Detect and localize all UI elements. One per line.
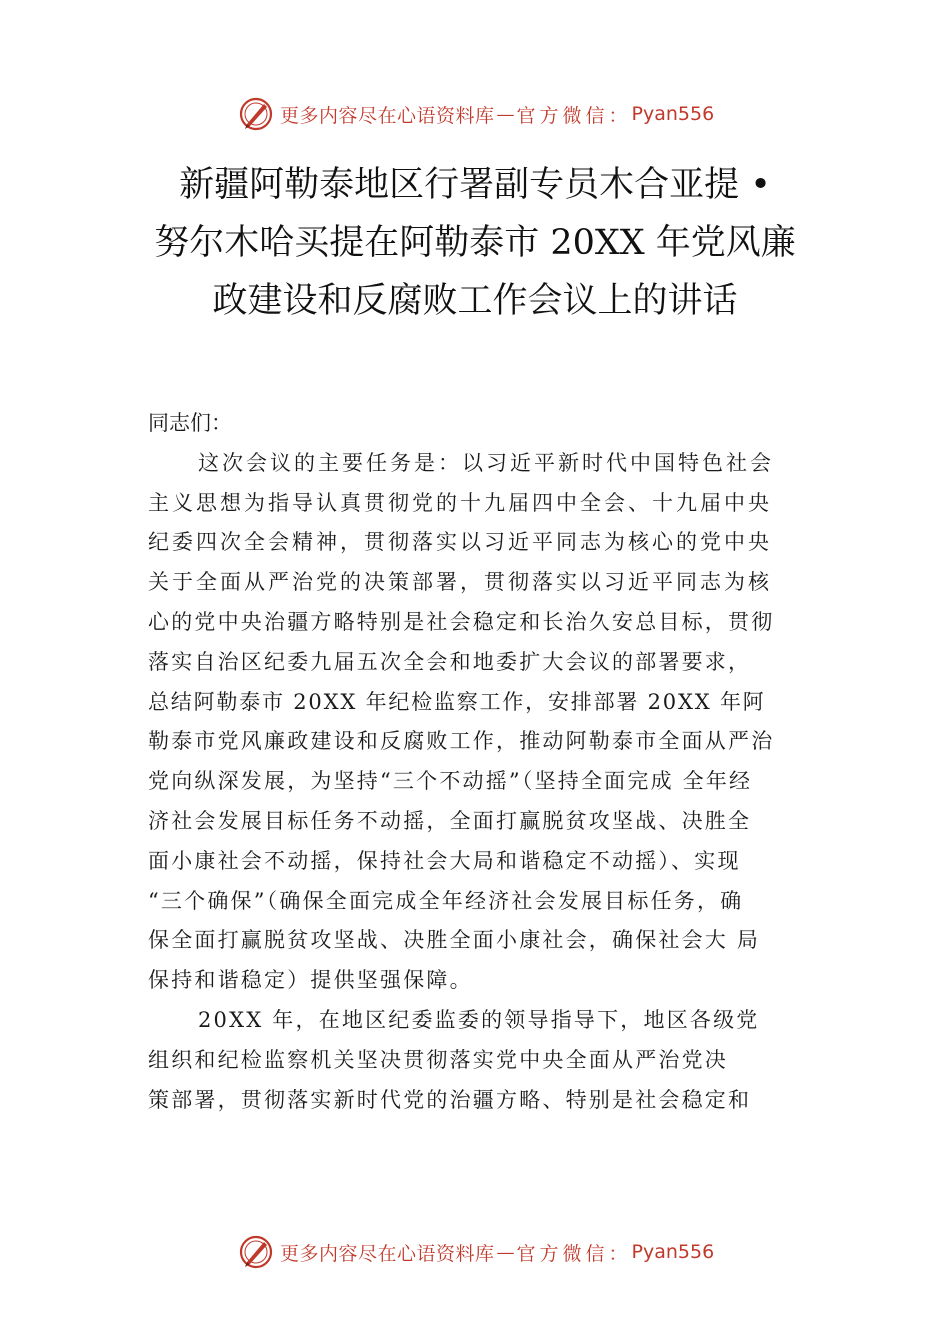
pen-logo-icon [238, 96, 274, 132]
text-line: 主义思想为指导认真贯彻党的十九届四中全会、十九届中央 [148, 490, 772, 515]
text-line: 保持和谐稳定）提供坚强保障。 [148, 968, 473, 993]
title-line: 政建设和反腐败工作会议上的讲话 [212, 281, 738, 321]
text-line: 组织和纪检监察机关坚决贯彻落实党中央全面从严治党决 [148, 1047, 728, 1072]
text-line: 落实自治区纪委九届五次全会和地委扩大会议的部署要求， [148, 649, 752, 674]
text-line: 策部署，贯彻落实新时代党的治疆方略、特别是社会稳定和 [148, 1087, 752, 1112]
text-line: 勒泰市党风廉政建设和反腐败工作，推动阿勒泰市全面从严治 [148, 729, 775, 754]
text-line: 心的党中央治疆方略特别是社会稳定和长治久安总目标，贯彻 [148, 609, 775, 634]
footer-banner [238, 1232, 758, 1272]
title-line: 努尔木哈买提在阿勒泰市 20XX 年党风廉 [154, 223, 796, 263]
text-line: 总结阿勒泰市 20XX 年纪检监察工作，安排部署 20XX 年阿 [148, 689, 766, 714]
text-line: 党向纵深发展，为坚持“三个不动摇”（坚持全面完成 全年经 [148, 769, 753, 794]
banner-wechat-id: Pyan556 [631, 1241, 715, 1263]
text-line: 济社会发展目标任务不动摇，全面打赢脱贫攻坚战、决胜全 [148, 808, 752, 833]
text-line: 20XX 年，在地区纪委监委的领导指导下，地区各级党 [198, 1007, 760, 1032]
title-line: 新疆阿勒泰地区行署副专员木合亚提 • [179, 165, 771, 205]
banner-site-text: 更多内容尽在心语资料库 [280, 104, 495, 127]
header-banner [238, 94, 758, 134]
text-line: “三个确保”（确保全面完成全年经济社会发展目标任务，确 [148, 888, 744, 913]
banner-dash: — [496, 103, 515, 125]
text-line: 保全面打赢脱贫攻坚战、决胜全面小康社会，确保社会大 局 [148, 928, 761, 953]
paragraph-1 [148, 444, 834, 1001]
text-line: 这次会议的主要任务是：以习近平新时代中国特色社会 [198, 450, 774, 475]
banner-wechat-label: 官方微信： [516, 1242, 632, 1265]
banner-site-text: 更多内容尽在心语资料库 [280, 1242, 495, 1265]
salutation: 同志们： [148, 411, 232, 435]
document-title [150, 156, 800, 330]
text-line: 纪委四次全会精神，贯彻落实以习近平同志为核心的党中央 [148, 530, 772, 555]
banner-dash: — [496, 1241, 515, 1263]
text-line: 面小康社会不动摇，保持社会大局和谐稳定不动摇）、实现 [148, 848, 741, 873]
pen-logo-icon [238, 1234, 274, 1270]
banner-wechat-id: Pyan556 [631, 103, 715, 125]
banner-wechat-label: 官方微信： [516, 104, 632, 127]
paragraph-2 [148, 1001, 834, 1120]
document-body [148, 404, 834, 1120]
text-line: 关于全面从严治党的决策部署，贯彻落实以习近平同志为核 [148, 570, 772, 595]
